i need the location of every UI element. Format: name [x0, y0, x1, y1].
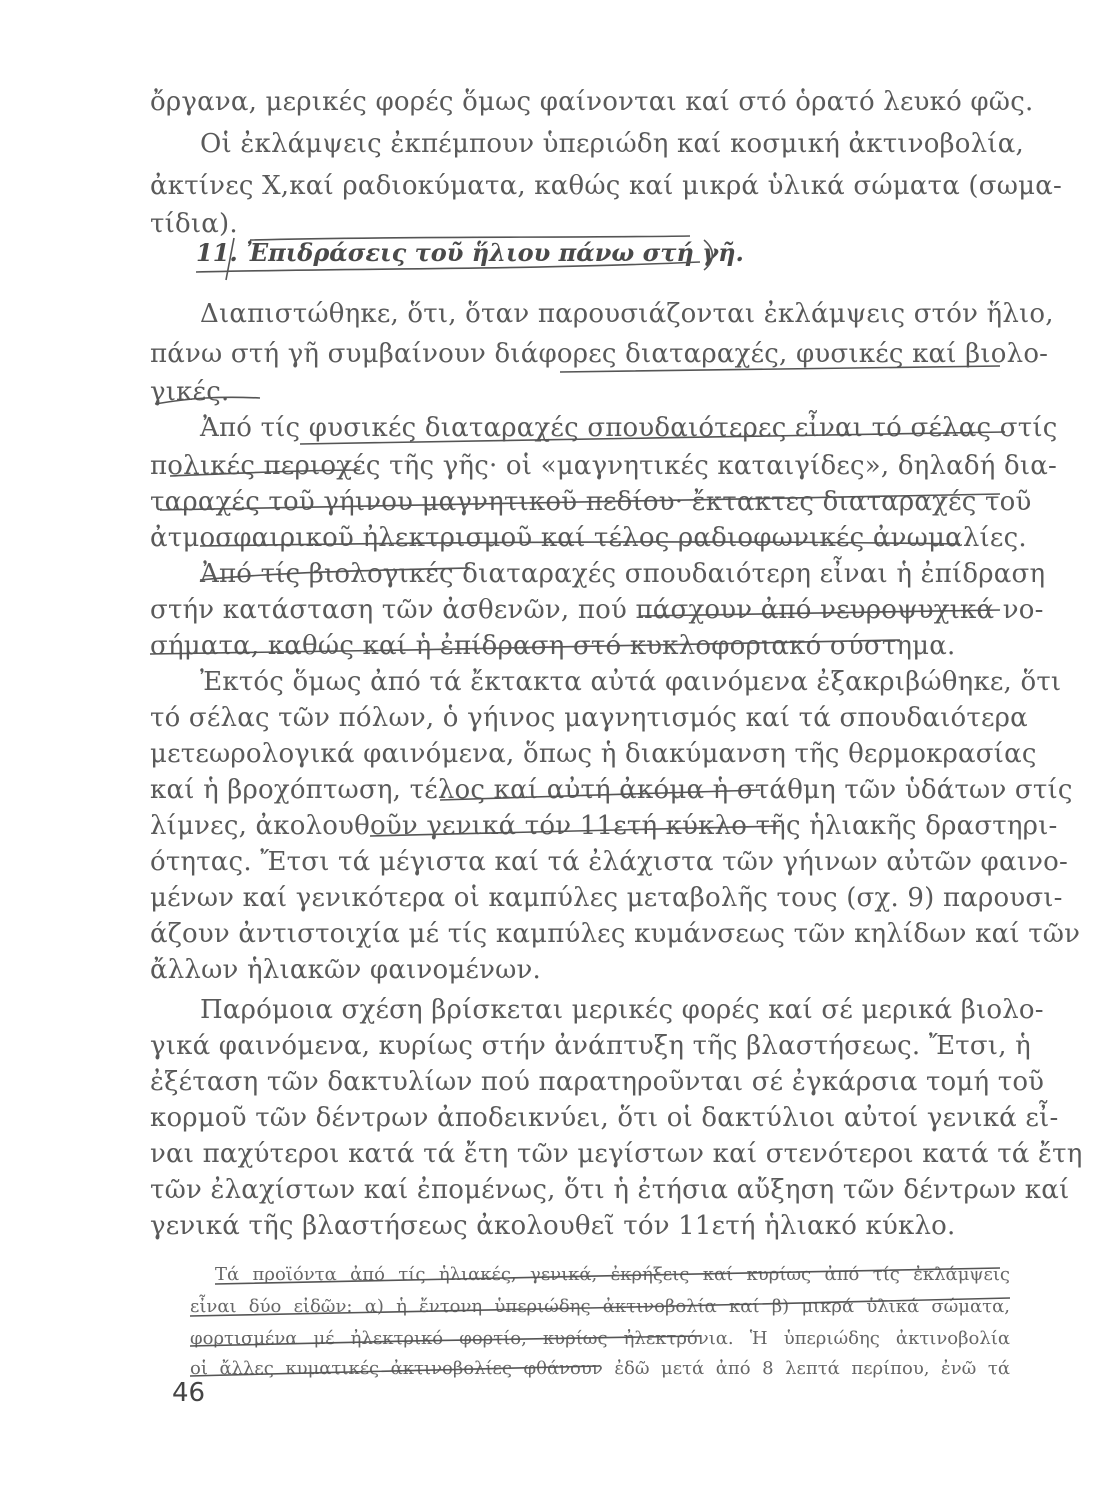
footnote-line: φορτισμένα μέ ἠλεκτρικό φορτίο, κυρίως ἠλεκτρόνια. Ἡ ὑπεριώδης ἀκτινοβολία: [190, 1328, 1010, 1349]
text-line: στήν κατάσταση τῶν ἀσθενῶν, πού πάσχουν ἀπό νευροψυχικά νο-: [150, 595, 1044, 625]
text-line: Παρόμοια σχέση βρίσκεται μερικές φορές καί σέ μερικά βιολο-: [200, 995, 1044, 1025]
footnote-line: Τά προϊόντα ἀπό τίς ἡλιακές, γενικά, ἐκρήξεις καί κυρίως ἀπό τίς ἐκλάμψεις: [215, 1264, 1010, 1285]
text-line: γικά φαινόμενα, κυρίως στήν ἀνάπτυξη τῆς βλαστήσεως. Ἔτσι, ἡ: [150, 1031, 1031, 1061]
text-line: Ἀπό τίς βιολογικές διαταραχές σπουδαιότερη εἶναι ἡ ἐπίδραση: [200, 559, 1046, 589]
text-line: Οἱ ἐκλάμψεις ἐκπέμπουν ὑπεριώδη καί κοσμική ἀκτινοβολία,: [200, 129, 1024, 159]
text-line: πολικές περιοχές τῆς γῆς· οἱ «μαγνητικές καταιγίδες», δηλαδή δια-: [150, 451, 1057, 481]
text-line: σήματα, καθώς καί ἡ ἐπίδραση στό κυκλοφοριακό σύστημα.: [150, 631, 956, 661]
text-line: τῶν ἐλαχίστων καί ἐπομένως, ὅτι ἡ ἐτήσια αὔξηση τῶν δέντρων καί: [150, 1175, 1070, 1205]
text-line: τίδια).: [150, 209, 238, 239]
text-line: Διαπιστώθηκε, ὅτι, ὅταν παρουσιάζονται ἐκλάμψεις στόν ἥλιο,: [200, 299, 1054, 329]
section-heading: 11. Ἐπιδράσεις τοῦ ἥλιου πάνω στή γῆ.: [196, 238, 744, 267]
text-line: κορμοῦ τῶν δέντρων ἀποδεικνύει, ὅτι οἱ δακτύλιοι αὐτοί γενικά εἶ-: [150, 1103, 1059, 1133]
text-line: ἀτμοσφαιρικοῦ ἠλεκτρισμοῦ καί τέλος ραδιοφωνικές ἀνωμαλίες.: [150, 523, 1027, 553]
text-line: Ἐκτός ὅμως ἀπό τά ἔκτακτα αὐτά φαινόμενα ἐξακριβώθηκε, ὅτι: [200, 667, 1062, 697]
text-line: πάνω στή γῆ συμβαίνουν διάφορες διαταραχές, φυσικές καί βιολο-: [150, 339, 1049, 369]
text-line: ἄλλων ἡλιακῶν φαινομένων.: [150, 955, 541, 985]
text-line: λίμνες, ἀκολουθοῦν γενικά τόν 11ετή κύκλο τῆς ἡλιακῆς δραστηρι-: [150, 811, 1058, 841]
text-line: γενικά τῆς βλαστήσεως ἀκολουθεῖ τόν 11ετή ἡλιακό κύκλο.: [150, 1211, 956, 1241]
footnote-line: οἱ ἄλλες κυματικές ἀκτινοβολίες φθάνουν ἐδῶ μετά ἀπό 8 λεπτά περίπου, ἐνῶ τά: [190, 1358, 1010, 1379]
text-line: τό σέλας τῶν πόλων, ὁ γήινος μαγνητισμός καί τά σπουδαιότερα: [150, 703, 1028, 733]
page-number: 46: [172, 1378, 206, 1408]
text-line: μετεωρολογικά φαινόμενα, ὅπως ἡ διακύμανση τῆς θερμοκρασίας: [150, 739, 1037, 769]
text-line: καί ἡ βροχόπτωση, τέλος καί αὐτή ἀκόμα ἡ στάθμη τῶν ὑδάτων στίς: [150, 775, 1073, 805]
text-line: Ἀπό τίς φυσικές διαταραχές σπουδαιότερες εἶναι τό σέλας στίς: [200, 413, 1058, 443]
text-line: ὄργανα, μερικές φορές ὅμως φαίνονται καί στό ὁρατό λευκό φῶς.: [150, 87, 1034, 117]
text-line: γικές.: [150, 377, 230, 407]
text-line: άζουν ἀντιστοιχία μέ τίς καμπύλες κυμάνσεως τῶν κηλίδων καί τῶν: [150, 919, 1081, 949]
footnote-line: εἶναι δύο εἰδῶν: α) ἡ ἔντονη ὑπεριώδης ἀκτινοβολία καί β) μικρά ὑλικά σώματα,: [190, 1296, 1010, 1317]
text-line: ναι παχύτεροι κατά τά ἔτη τῶν μεγίστων καί στενότεροι κατά τά ἔτη: [150, 1139, 1083, 1169]
text-line: μένων καί γενικότερα οἱ καμπύλες μεταβολῆς τους (σχ. 9) παρουσι-: [150, 883, 1063, 913]
text-line: ταραχές τοῦ γήινου μαγνητικοῦ πεδίου· ἔκτακτες διαταραχές τοῦ: [150, 487, 1032, 517]
text-line: ἀκτίνες Χ,καί ραδιοκύματα, καθώς καί μικρά ὑλικά σώματα (σωμα-: [150, 171, 1062, 201]
text-line: ότητας. Ἔτσι τά μέγιστα καί τά ἐλάχιστα τῶν γήινων αὐτῶν φαινο-: [150, 847, 1068, 877]
text-line: ἐξέταση τῶν δακτυλίων πού παρατηροῦνται σέ ἐγκάρσια τομή τοῦ: [150, 1067, 1045, 1097]
